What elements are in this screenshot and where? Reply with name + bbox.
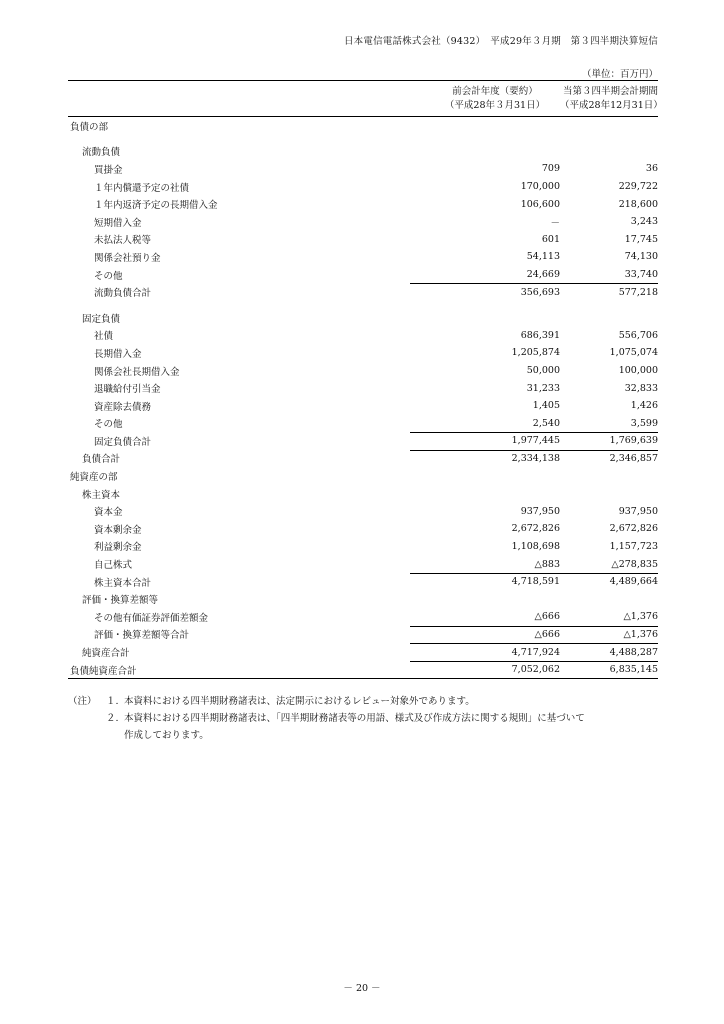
row-label: 資産除去債務 (94, 401, 152, 413)
prior-year-value: 709 (541, 163, 560, 175)
row-label: １年内償還予定の社債 (94, 182, 190, 194)
balance-sheet (68, 80, 663, 679)
current-period-value: 1,157,723 (609, 540, 658, 552)
notes (68, 693, 668, 744)
prior-year-value: 356,693 (370, 283, 560, 301)
spacer-row (68, 135, 658, 143)
prior-year-value: 601 (541, 233, 560, 245)
current-period-value: 2,346,857 (560, 450, 658, 468)
table-row (68, 467, 658, 485)
row-label: 負債の部 (70, 121, 109, 133)
current-period-value: 3,599 (630, 417, 658, 429)
current-period-value (560, 309, 658, 327)
table-row (68, 590, 658, 608)
prior-year-date: （平成28年３月31日） (444, 100, 546, 111)
table-row (68, 362, 658, 380)
row-label: 固定負債合計 (94, 436, 152, 448)
table-row (68, 178, 658, 196)
note-item (68, 710, 668, 727)
table-header-row (68, 81, 658, 117)
prior-year-value: － (550, 217, 560, 229)
prior-year-value (370, 467, 560, 485)
table-body (68, 117, 658, 679)
table-row (68, 502, 658, 520)
current-period-value: 937,950 (618, 505, 658, 517)
row-label: その他有価証券評価差額金 (94, 612, 209, 624)
note-item (68, 693, 668, 710)
prior-year-value: △883 (534, 558, 560, 570)
row-label: 未払法人税等 (94, 235, 152, 247)
prior-year-value (370, 117, 560, 135)
table-row (68, 160, 658, 178)
prior-year-value: 686,391 (520, 329, 560, 341)
row-label: 短期借入金 (94, 217, 142, 229)
row-label: 関係会社長期借入金 (94, 366, 180, 378)
table-row (68, 608, 658, 626)
current-period-value (560, 117, 658, 135)
note-number: ２. (106, 713, 119, 724)
row-label: 長期借入金 (94, 348, 142, 360)
row-label: 流動負債 (82, 147, 121, 159)
row-label: 評価・換算差額等合計 (94, 630, 190, 642)
table-total-row (68, 626, 658, 644)
current-period-value: 33,740 (624, 269, 658, 281)
current-period-value: 17,745 (624, 233, 658, 245)
prior-year-value: 50,000 (526, 365, 560, 377)
table-row (68, 248, 658, 266)
row-label: 自己株式 (94, 560, 133, 572)
prior-year-value: 1,205,874 (511, 347, 560, 359)
table-row (68, 485, 658, 503)
current-period-value: 1,769,639 (560, 432, 658, 450)
unit-label: （単位：百万円） (581, 69, 658, 80)
table-row (68, 231, 658, 249)
table-row (68, 344, 658, 362)
prior-year-value: 2,672,826 (511, 523, 560, 535)
current-period-value: 100,000 (618, 365, 658, 377)
label-column-header (68, 81, 370, 117)
row-label: 資本剰余金 (94, 524, 142, 536)
current-period-value: △1,376 (560, 626, 658, 644)
prior-year-value (370, 485, 560, 503)
row-label: 利益剰余金 (94, 542, 142, 554)
prior-year-value: 4,718,591 (370, 573, 560, 591)
table-total-row (68, 450, 658, 468)
note-continuation: 作成しております。 (124, 730, 209, 741)
current-period-value: 6,835,145 (560, 661, 658, 679)
prior-year-value: 2,540 (532, 417, 560, 429)
note-text: 本資料における四半期財務諸表は、法定開示におけるレビュー対象外であります。 (124, 696, 475, 707)
page-header: 日本電信電話株式会社（9432） 平成29年３月期 第３四半期決算短信 (343, 36, 658, 47)
table-row (68, 555, 658, 573)
row-label: 固定負債 (82, 313, 121, 325)
table-row (68, 538, 658, 556)
prior-year-value: 1,977,445 (370, 432, 560, 450)
table-total-row (68, 643, 658, 661)
note-text: 本資料における四半期財務諸表は、「四半期財務諸表等の用語、様式及び作成方法に関する規則」に基づいて (124, 713, 585, 724)
note-prefix: （注） (68, 696, 97, 707)
table-row (68, 213, 658, 231)
row-label: 負債純資産合計 (68, 661, 370, 679)
prior-year-value: 170,000 (520, 181, 560, 193)
row-label: 純資産合計 (82, 648, 130, 660)
current-period-value: △278,835 (611, 558, 658, 570)
current-period-value: 218,600 (618, 198, 658, 210)
prior-year-value: 2,334,138 (370, 450, 560, 468)
prior-year-value: 937,950 (520, 505, 560, 517)
prior-year-value (370, 143, 560, 161)
row-label: １年内返済予定の長期借入金 (94, 200, 218, 212)
row-label: 資本金 (94, 507, 123, 519)
row-label: 株主資本 (82, 489, 121, 501)
row-label: その他 (94, 270, 123, 282)
current-period-value: 4,489,664 (560, 573, 658, 591)
table-row (68, 266, 658, 284)
prior-year-value (370, 590, 560, 608)
prior-year-value: 106,600 (520, 198, 560, 210)
current-period-value (560, 143, 658, 161)
prior-year-value: △666 (370, 626, 560, 644)
current-period-date: （平成28年12月31日） (560, 100, 663, 111)
current-period-value (560, 590, 658, 608)
prior-year-value: 1,108,698 (511, 540, 560, 552)
spacer-row (68, 301, 658, 309)
current-period-value (560, 467, 658, 485)
current-period-value: 2,672,826 (609, 523, 658, 535)
row-label: 買掛金 (94, 164, 123, 176)
row-label: その他 (94, 419, 123, 431)
row-label: 評価・換算差額等 (82, 595, 159, 607)
prior-year-value: 7,052,062 (370, 661, 560, 679)
table-total-row (68, 432, 658, 450)
table-row (68, 379, 658, 397)
prior-year-title: 前会計年度（要約） (452, 86, 538, 97)
table-row (68, 415, 658, 433)
table-row (68, 117, 658, 135)
table-row (68, 397, 658, 415)
current-period-value: 556,706 (618, 329, 658, 341)
current-period-value: 4,488,287 (560, 643, 658, 661)
note-number: １. (106, 696, 119, 707)
prior-year-value: 31,233 (526, 382, 560, 394)
prior-year-value: 24,669 (526, 269, 560, 281)
current-period-value: 32,833 (624, 382, 658, 394)
current-period-title: 当第３四半期会計期間 (562, 86, 658, 97)
prior-year-value: 54,113 (526, 251, 560, 263)
table-total-row (68, 283, 658, 301)
table-row (68, 195, 658, 213)
current-period-value: 74,130 (624, 251, 658, 263)
row-label: 純資産の部 (70, 472, 118, 484)
table-row (68, 520, 658, 538)
row-label: 退職給付引当金 (94, 384, 161, 396)
balance-sheet-table (68, 80, 663, 679)
current-period-value: △1,376 (623, 611, 658, 623)
table-row (68, 143, 658, 161)
current-period-value: 3,243 (630, 216, 658, 228)
table-total-row (68, 661, 658, 679)
current-period-value: 1,426 (630, 400, 658, 412)
current-period-value: 36 (645, 163, 658, 175)
table-row (68, 309, 658, 327)
current-period-column-header (560, 81, 663, 117)
row-label: 関係会社預り金 (94, 252, 161, 264)
page-number: － 20 － (343, 983, 381, 994)
current-period-value (560, 485, 658, 503)
current-period-value: 577,218 (560, 283, 658, 301)
row-label: 社債 (94, 331, 114, 343)
row-label: 負債合計 (82, 454, 121, 466)
prior-year-value (370, 309, 560, 327)
table-row (68, 327, 658, 345)
current-period-value: 1,075,074 (609, 347, 658, 359)
current-period-value: 229,722 (618, 181, 658, 193)
row-label: 流動負債合計 (94, 288, 152, 300)
prior-year-value: △666 (534, 611, 560, 623)
prior-year-value: 1,405 (532, 400, 560, 412)
prior-year-value: 4,717,924 (370, 643, 560, 661)
table-total-row (68, 573, 658, 591)
row-label: 株主資本合計 (94, 577, 152, 589)
prior-year-column-header (370, 81, 560, 117)
